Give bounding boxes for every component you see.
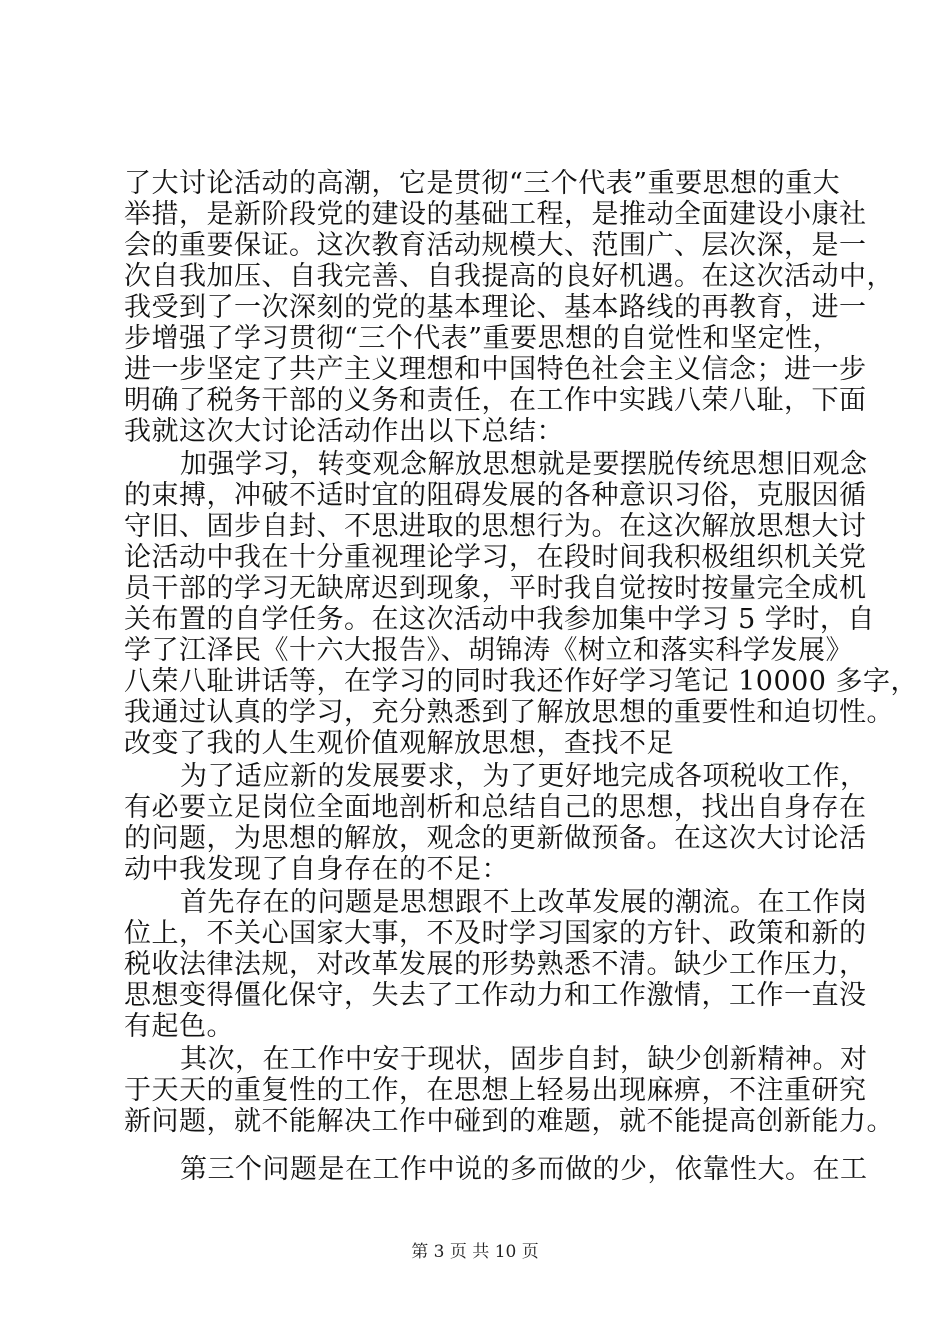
body-text-line: 举措，是新阶段党的建设的基础工程，是推动全面建设小康社 <box>124 199 867 230</box>
body-text-line: 的问题，为思想的解放，观念的更新做预备。在这次大讨论活 <box>124 823 867 854</box>
body-text-line: 了大讨论活动的高潮，它是贯彻“三个代表”重要思想的重大 <box>124 168 841 199</box>
body-text-line: 动中我发现了自身存在的不足： <box>124 854 509 885</box>
body-text-line: 我就这次大讨论活动作出以下总结： <box>124 416 564 447</box>
body-text-line: 员干部的学习无缺席迟到现象，平时我自觉按时按量完全成机 <box>124 573 867 604</box>
paragraph-first-line: 为了适应新的发展要求，为了更好地完成各项税收工作， <box>180 761 868 792</box>
body-text-line: 论活动中我在十分重视理论学习，在段时间我积极组织机关党 <box>124 542 867 573</box>
paragraph-first-line: 加强学习，转变观念解放思想就是要摆脱传统思想旧观念 <box>180 449 868 480</box>
body-text-line: 次自我加压、自我完善、自我提高的良好机遇。在这次活动中， <box>124 261 894 292</box>
body-text-line: 关布置的自学任务。在这次活动中我参加集中学习 5 学时，自 <box>124 604 875 635</box>
paragraph-first-line: 其次，在工作中安于现状，固步自封，缺少创新精神。对 <box>180 1044 868 1075</box>
body-text-line: 税收法律法规，对改革发展的形势熟悉不清。缺少工作压力， <box>124 949 867 980</box>
body-text-line: 有起色。 <box>124 1011 234 1042</box>
body-text-line: 位上，不关心国家大事，不及时学习国家的方针、政策和新的 <box>124 918 867 949</box>
page-number-footer: 第 3 页 共 10 页 <box>411 1242 539 1262</box>
paragraph-first-line: 第三个问题是在工作中说的多而做的少，依靠性大。在工 <box>180 1154 868 1185</box>
body-text-line: 进一步坚定了共产主义理想和中国特色社会主义信念；进一步 <box>124 354 867 385</box>
body-text-line: 的束搏，冲破不适时宜的阻碍发展的各种意识习俗，克服因循 <box>124 480 867 511</box>
body-text-line: 明确了税务干部的义务和责任，在工作中实践八荣八耻，下面 <box>124 385 867 416</box>
body-text-line: 我通过认真的学习，充分熟悉到了解放思想的重要性和迫切性。 <box>124 697 894 728</box>
body-text-line: 新问题，就不能解决工作中碰到的难题，就不能提高创新能力。 <box>124 1106 894 1137</box>
body-text-line: 步增强了学习贯彻“三个代表”重要思想的自觉性和坚定性， <box>124 323 841 354</box>
body-text-line: 思想变得僵化保守，失去了工作动力和工作激情，工作一直没 <box>124 980 867 1011</box>
body-text-line: 守旧、固步自封、不思进取的思想行为。在这次解放思想大讨 <box>124 511 867 542</box>
body-text-line: 于天天的重复性的工作，在思想上轻易出现麻痹，不注重研究 <box>124 1075 867 1106</box>
body-text-line: 八荣八耻讲话等，在学习的同时我还作好学习笔记 10000 多字， <box>124 666 919 697</box>
body-text-line: 会的重要保证。这次教育活动规模大、范围广、层次深，是一 <box>124 230 867 261</box>
paragraph-first-line: 首先存在的问题是思想跟不上改革发展的潮流。在工作岗 <box>180 887 868 918</box>
body-text-line: 我受到了一次深刻的党的基本理论、基本路线的再教育，进一 <box>124 292 867 323</box>
body-text-line: 学了江泽民《十六大报告》、胡锦涛《树立和落实科学发展》 <box>124 635 853 666</box>
body-text-line: 有必要立足岗位全面地剖析和总结自己的思想，找出自身存在 <box>124 792 867 823</box>
body-text-line: 改变了我的人生观价值观解放思想，查找不足 <box>124 728 674 759</box>
